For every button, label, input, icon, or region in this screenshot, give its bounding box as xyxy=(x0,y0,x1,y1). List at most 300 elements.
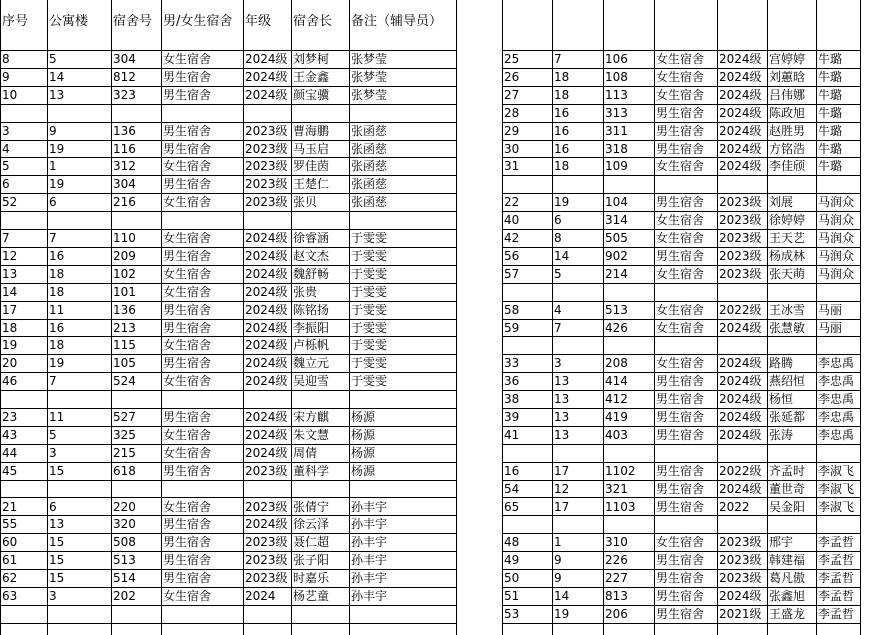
cell-counselor[interactable]: 杨源 xyxy=(351,445,376,460)
cell-grade[interactable]: 2023级 xyxy=(245,553,288,568)
cell-grade[interactable]: 2024级 xyxy=(245,248,288,263)
cell-id[interactable]: 31 xyxy=(504,159,520,174)
cell-leader[interactable]: 张涛 xyxy=(769,427,794,442)
cell-building[interactable]: 18 xyxy=(49,266,65,281)
cell-leader[interactable] xyxy=(767,445,816,463)
cell-type[interactable]: 女生宿舍 xyxy=(163,52,212,66)
cell-building[interactable]: 18 xyxy=(554,69,570,84)
cell-leader[interactable]: 徐婷婷 xyxy=(769,213,806,228)
cell-counselor[interactable]: 孙丰宇 xyxy=(351,571,388,586)
cell-id[interactable]: 42 xyxy=(504,231,520,245)
cell-leader[interactable]: 董科学 xyxy=(293,463,330,478)
cell-type[interactable] xyxy=(161,105,243,123)
cell-leader[interactable]: 张子阳 xyxy=(293,553,330,568)
cell-grade[interactable]: 2023级 xyxy=(719,195,762,210)
cell-grade[interactable]: 2024级 xyxy=(719,374,762,389)
cell-type[interactable] xyxy=(161,606,243,624)
cell-grade[interactable] xyxy=(717,284,767,302)
cell-id[interactable]: 28 xyxy=(504,105,520,120)
cell-room[interactable]: 323 xyxy=(113,87,136,102)
cell-type[interactable]: 男生宿舍 xyxy=(163,141,212,156)
cell-leader[interactable]: 徐睿涵 xyxy=(293,231,330,245)
cell-building[interactable]: 18 xyxy=(554,159,570,174)
cell-grade[interactable]: 2024级 xyxy=(719,320,762,335)
cell-grade[interactable]: 2024级 xyxy=(245,445,288,460)
cell-grade[interactable]: 2024级 xyxy=(719,392,762,407)
cell-counselor[interactable]: 于雯雯 xyxy=(351,248,388,263)
cell-building[interactable]: 19 xyxy=(49,177,65,192)
cell-counselor[interactable]: 于雯雯 xyxy=(351,284,388,299)
cell-type[interactable]: 女生宿舍 xyxy=(163,284,212,299)
cell-grade[interactable]: 2023级 xyxy=(719,535,762,550)
cell-leader[interactable]: 路腾 xyxy=(769,356,794,371)
cell-room[interactable]: 311 xyxy=(605,123,628,138)
cell-grade[interactable]: 2023级 xyxy=(719,248,762,263)
cell-leader[interactable]: 杨恒 xyxy=(769,392,794,407)
cell-type[interactable]: 男生宿舍 xyxy=(656,248,705,263)
cell-leader[interactable] xyxy=(291,391,349,409)
cell-type[interactable]: 男生宿舍 xyxy=(656,123,705,138)
cell-building[interactable]: 16 xyxy=(554,105,570,120)
cell-type[interactable]: 女生宿舍 xyxy=(163,231,212,245)
cell-type[interactable] xyxy=(161,212,243,230)
cell-grade[interactable]: 2024级 xyxy=(719,356,762,371)
cell-type[interactable] xyxy=(654,516,717,534)
cell-building[interactable]: 9 xyxy=(554,571,562,586)
cell-room[interactable]: 104 xyxy=(605,195,628,210)
cell-room[interactable]: 215 xyxy=(113,445,136,460)
cell-leader[interactable]: 刘蕙晗 xyxy=(769,69,806,84)
cell-id[interactable]: 18 xyxy=(2,320,18,335)
cell-building[interactable]: 5 xyxy=(49,52,57,66)
cell-counselor[interactable] xyxy=(349,212,456,230)
cell-grade[interactable] xyxy=(717,516,767,534)
header-leader[interactable]: 宿舍长 xyxy=(293,14,333,29)
cell-type[interactable]: 男生宿舍 xyxy=(656,463,705,478)
cell-leader[interactable]: 张慧敏 xyxy=(769,320,806,335)
cell-room[interactable]: 105 xyxy=(113,356,136,371)
cell-room[interactable]: 513 xyxy=(605,302,628,317)
cell-type[interactable]: 女生宿舍 xyxy=(656,87,705,102)
cell-room[interactable]: 213 xyxy=(113,320,136,335)
cell-type[interactable]: 男生宿舍 xyxy=(656,105,705,120)
cell-building[interactable]: 13 xyxy=(554,410,570,424)
cell-type[interactable]: 女生宿舍 xyxy=(656,213,705,228)
cell-room[interactable]: 304 xyxy=(113,177,136,192)
cell-leader[interactable]: 聂仁超 xyxy=(293,535,330,550)
cell-room[interactable]: 102 xyxy=(113,266,136,281)
cell-building[interactable]: 13 xyxy=(554,427,570,442)
cell-room[interactable] xyxy=(603,516,654,534)
cell-counselor[interactable]: 马润众 xyxy=(818,195,855,210)
cell-room[interactable]: 902 xyxy=(605,248,628,263)
cell-grade[interactable]: 2023级 xyxy=(245,177,288,192)
cell-type[interactable]: 男生宿舍 xyxy=(163,356,212,371)
cell-counselor[interactable]: 牛璐 xyxy=(818,52,843,66)
cell-leader[interactable] xyxy=(767,176,816,194)
cell-room[interactable] xyxy=(603,445,654,463)
cell-room[interactable]: 1102 xyxy=(605,463,636,478)
cell-counselor[interactable]: 马丽 xyxy=(818,320,843,335)
cell-id[interactable]: 29 xyxy=(504,123,520,138)
cell-grade[interactable]: 2024级 xyxy=(245,374,288,389)
cell-leader[interactable]: 韩建福 xyxy=(769,553,806,568)
cell-building[interactable]: 6 xyxy=(554,213,562,228)
cell-type[interactable]: 女生宿舍 xyxy=(656,302,705,317)
cell-building[interactable]: 15 xyxy=(49,535,65,550)
cell-room[interactable]: 513 xyxy=(113,553,136,568)
cell-building[interactable] xyxy=(47,481,111,499)
cell-id[interactable]: 58 xyxy=(504,302,520,317)
cell-counselor[interactable]: 张函慈 xyxy=(351,195,388,210)
cell-leader[interactable] xyxy=(291,105,349,123)
cell-building[interactable]: 16 xyxy=(49,320,65,335)
cell-building[interactable]: 18 xyxy=(49,284,65,299)
cell-grade[interactable]: 2023级 xyxy=(245,195,288,210)
cell-grade[interactable]: 2024 xyxy=(245,589,276,603)
cell-grade[interactable]: 2024级 xyxy=(245,52,288,66)
cell-type[interactable]: 男生宿舍 xyxy=(163,248,212,263)
cell-counselor[interactable]: 李忠禹 xyxy=(818,427,855,442)
cell-counselor[interactable]: 张梦莹 xyxy=(351,87,388,102)
cell-id[interactable]: 43 xyxy=(2,427,18,442)
cell-grade[interactable]: 2024级 xyxy=(719,52,762,66)
cell-building[interactable]: 18 xyxy=(554,87,570,102)
cell-grade[interactable]: 2024级 xyxy=(719,159,762,174)
cell-building[interactable]: 12 xyxy=(554,481,570,496)
cell-leader[interactable]: 陈铭扬 xyxy=(293,302,330,317)
cell-room[interactable]: 527 xyxy=(113,410,136,424)
cell-counselor[interactable]: 马润众 xyxy=(818,248,855,263)
cell-building[interactable]: 19 xyxy=(49,141,65,156)
cell-grade[interactable]: 2024级 xyxy=(719,141,762,156)
cell-type[interactable]: 女生宿舍 xyxy=(656,52,705,66)
cell-counselor[interactable]: 孙丰宇 xyxy=(351,589,388,603)
cell-building[interactable]: 7 xyxy=(49,231,57,245)
cell-building[interactable]: 15 xyxy=(49,571,65,586)
cell-id[interactable]: 4 xyxy=(2,141,10,156)
cell-room[interactable]: 313 xyxy=(605,105,628,120)
cell-counselor[interactable]: 李孟哲 xyxy=(818,589,855,603)
cell-grade[interactable]: 2023级 xyxy=(719,571,762,586)
cell-type[interactable]: 男生宿舍 xyxy=(656,481,705,496)
cell-grade[interactable]: 2024级 xyxy=(719,123,762,138)
cell-counselor[interactable]: 张函慈 xyxy=(351,177,388,192)
cell-id[interactable]: 7 xyxy=(2,231,10,245)
cell-id[interactable]: 5 xyxy=(2,159,10,174)
cell-room[interactable]: 216 xyxy=(113,195,136,210)
cell-type[interactable]: 女生宿舍 xyxy=(163,374,212,389)
header-building[interactable]: 公寓楼 xyxy=(49,14,89,29)
cell-id[interactable]: 57 xyxy=(504,266,520,281)
cell-building[interactable]: 19 xyxy=(49,356,65,371)
cell-building[interactable]: 13 xyxy=(554,374,570,389)
cell-id[interactable]: 3 xyxy=(2,123,10,138)
cell-id[interactable]: 12 xyxy=(2,248,18,263)
cell-grade[interactable]: 2023级 xyxy=(245,123,288,138)
header-type[interactable]: 男/女生宿舍 xyxy=(163,14,233,29)
cell-leader[interactable]: 吴迎雪 xyxy=(293,374,330,389)
cell-building[interactable]: 14 xyxy=(554,589,570,603)
cell-id[interactable] xyxy=(0,481,47,499)
cell-grade[interactable]: 2023级 xyxy=(719,266,762,281)
cell-type[interactable]: 女生宿舍 xyxy=(163,499,212,514)
cell-building[interactable]: 17 xyxy=(554,463,570,478)
cell-building[interactable]: 13 xyxy=(554,392,570,407)
cell-id[interactable]: 13 xyxy=(2,266,18,281)
cell-building[interactable]: 5 xyxy=(49,427,57,442)
cell-id[interactable]: 51 xyxy=(504,589,520,603)
cell-type[interactable]: 女生宿舍 xyxy=(656,159,705,174)
cell-type[interactable]: 男生宿舍 xyxy=(656,606,705,621)
cell-id[interactable]: 14 xyxy=(2,284,18,299)
cell-leader[interactable]: 魏舒畅 xyxy=(293,266,330,281)
cell-building[interactable]: 1 xyxy=(49,159,57,174)
cell-room[interactable]: 214 xyxy=(605,266,628,281)
cell-id[interactable]: 59 xyxy=(504,320,520,335)
cell-counselor[interactable] xyxy=(816,337,860,355)
cell-id[interactable]: 61 xyxy=(2,553,18,568)
cell-type[interactable]: 男生宿舍 xyxy=(656,553,705,568)
cell-leader[interactable]: 刘展 xyxy=(769,195,794,210)
cell-room[interactable]: 208 xyxy=(605,356,628,371)
cell-counselor[interactable] xyxy=(816,176,860,194)
cell-counselor[interactable]: 于雯雯 xyxy=(351,338,388,353)
cell-room[interactable]: 113 xyxy=(605,87,628,102)
cell-room[interactable]: 220 xyxy=(113,499,136,514)
cell-leader[interactable]: 杨艺童 xyxy=(293,589,330,603)
cell-building[interactable]: 5 xyxy=(554,266,562,281)
cell-counselor[interactable] xyxy=(349,391,456,409)
cell-counselor[interactable]: 张梦莹 xyxy=(351,52,388,66)
cell-room[interactable] xyxy=(111,391,161,409)
cell-counselor[interactable] xyxy=(349,105,456,123)
cell-building[interactable]: 7 xyxy=(554,52,562,66)
cell-type[interactable]: 女生宿舍 xyxy=(163,266,212,281)
cell-id[interactable]: 48 xyxy=(504,535,520,550)
cell-type[interactable] xyxy=(654,337,717,355)
cell-building[interactable]: 14 xyxy=(554,248,570,263)
cell-leader[interactable]: 张贵 xyxy=(293,284,318,299)
cell-grade[interactable] xyxy=(243,606,291,624)
cell-leader[interactable]: 董世奇 xyxy=(769,481,806,496)
cell-counselor[interactable]: 孙丰宇 xyxy=(351,553,388,568)
cell-type[interactable]: 男生宿舍 xyxy=(656,195,705,210)
cell-room[interactable]: 321 xyxy=(605,481,628,496)
cell-room[interactable]: 110 xyxy=(113,231,136,245)
cell-room[interactable]: 426 xyxy=(605,320,628,335)
cell-building[interactable] xyxy=(552,445,603,463)
cell-id[interactable]: 45 xyxy=(2,463,18,478)
cell-counselor[interactable]: 马润众 xyxy=(818,231,855,245)
cell-room[interactable]: 115 xyxy=(113,338,136,353)
cell-grade[interactable]: 2024级 xyxy=(245,266,288,281)
cell-counselor[interactable]: 牛璐 xyxy=(818,69,843,84)
cell-id[interactable]: 62 xyxy=(2,571,18,586)
cell-id[interactable]: 53 xyxy=(504,606,520,621)
cell-grade[interactable] xyxy=(243,481,291,499)
cell-room[interactable]: 101 xyxy=(113,284,136,299)
cell-id[interactable]: 50 xyxy=(504,571,520,586)
cell-id[interactable] xyxy=(502,445,552,463)
cell-leader[interactable] xyxy=(291,481,349,499)
cell-leader[interactable]: 张鑫旭 xyxy=(769,589,806,603)
cell-room[interactable]: 106 xyxy=(605,52,628,66)
cell-id[interactable] xyxy=(502,337,552,355)
cell-id[interactable] xyxy=(0,105,47,123)
cell-building[interactable] xyxy=(552,516,603,534)
cell-building[interactable]: 18 xyxy=(49,338,65,353)
cell-room[interactable]: 206 xyxy=(605,606,628,621)
cell-grade[interactable] xyxy=(243,212,291,230)
cell-building[interactable]: 7 xyxy=(49,374,57,389)
cell-grade[interactable]: 2022级 xyxy=(719,463,762,478)
cell-leader[interactable]: 颜宝骥 xyxy=(293,87,330,102)
cell-grade[interactable]: 2021级 xyxy=(719,606,762,621)
cell-leader[interactable] xyxy=(291,606,349,624)
cell-grade[interactable]: 2024级 xyxy=(719,481,762,496)
cell-type[interactable]: 男生宿舍 xyxy=(656,499,705,514)
cell-building[interactable]: 16 xyxy=(554,123,570,138)
cell-counselor[interactable]: 马润众 xyxy=(818,266,855,281)
cell-counselor[interactable] xyxy=(349,606,456,624)
cell-id[interactable]: 63 xyxy=(2,589,18,603)
cell-type[interactable]: 男生宿舍 xyxy=(163,517,212,532)
cell-id[interactable]: 26 xyxy=(504,69,520,84)
cell-type[interactable]: 女生宿舍 xyxy=(163,427,212,442)
cell-room[interactable] xyxy=(603,337,654,355)
cell-room[interactable]: 412 xyxy=(605,392,628,407)
cell-id[interactable]: 21 xyxy=(2,499,18,514)
cell-grade[interactable] xyxy=(243,105,291,123)
cell-room[interactable]: 812 xyxy=(113,69,136,84)
cell-leader[interactable]: 陈政旭 xyxy=(769,105,806,120)
cell-building[interactable]: 13 xyxy=(49,87,65,102)
cell-grade[interactable]: 2024级 xyxy=(245,356,288,371)
cell-grade[interactable]: 2023级 xyxy=(245,159,288,174)
cell-leader[interactable]: 王楚仁 xyxy=(293,177,330,192)
cell-grade[interactable]: 2023级 xyxy=(719,553,762,568)
cell-room[interactable]: 209 xyxy=(113,248,136,263)
cell-type[interactable] xyxy=(161,391,243,409)
cell-leader[interactable] xyxy=(767,337,816,355)
cell-building[interactable]: 16 xyxy=(49,248,65,263)
cell-type[interactable]: 男生宿舍 xyxy=(656,374,705,389)
cell-building[interactable]: 3 xyxy=(554,356,562,371)
cell-building[interactable] xyxy=(552,176,603,194)
cell-grade[interactable] xyxy=(717,337,767,355)
cell-building[interactable] xyxy=(47,105,111,123)
cell-id[interactable]: 23 xyxy=(2,410,18,424)
cell-counselor[interactable]: 牛璐 xyxy=(818,123,843,138)
cell-id[interactable]: 17 xyxy=(2,302,18,317)
cell-type[interactable]: 男生宿舍 xyxy=(163,69,212,84)
cell-counselor[interactable] xyxy=(349,481,456,499)
cell-counselor[interactable]: 李淑飞 xyxy=(818,463,855,478)
cell-type[interactable]: 男生宿舍 xyxy=(656,571,705,586)
cell-id[interactable]: 54 xyxy=(504,481,520,496)
cell-type[interactable]: 女生宿舍 xyxy=(163,159,212,174)
cell-counselor[interactable]: 李忠禹 xyxy=(818,392,855,407)
cell-counselor[interactable] xyxy=(816,445,860,463)
cell-grade[interactable]: 2024级 xyxy=(719,87,762,102)
cell-type[interactable]: 男生宿舍 xyxy=(163,553,212,568)
cell-id[interactable]: 30 xyxy=(504,141,520,156)
cell-id[interactable] xyxy=(0,391,47,409)
cell-leader[interactable]: 张贝 xyxy=(293,195,318,210)
cell-leader[interactable]: 王冰雪 xyxy=(769,302,806,317)
cell-building[interactable]: 11 xyxy=(49,410,65,424)
cell-leader[interactable]: 燕绍恒 xyxy=(769,374,806,389)
cell-counselor[interactable]: 李孟哲 xyxy=(818,553,855,568)
cell-room[interactable] xyxy=(603,284,654,302)
cell-building[interactable]: 3 xyxy=(49,445,57,460)
cell-type[interactable]: 女生宿舍 xyxy=(656,69,705,84)
cell-counselor[interactable]: 孙丰宇 xyxy=(351,517,388,532)
cell-type[interactable]: 女生宿舍 xyxy=(163,445,212,460)
cell-grade[interactable]: 2023级 xyxy=(245,499,288,514)
cell-building[interactable]: 8 xyxy=(554,231,562,245)
cell-room[interactable]: 312 xyxy=(113,159,136,174)
cell-room[interactable]: 136 xyxy=(113,302,136,317)
cell-building[interactable]: 9 xyxy=(554,553,562,568)
cell-grade[interactable]: 2024级 xyxy=(719,427,762,442)
cell-building[interactable]: 16 xyxy=(554,141,570,156)
cell-id[interactable]: 8 xyxy=(2,52,10,66)
cell-id[interactable]: 65 xyxy=(504,499,520,514)
cell-id[interactable]: 33 xyxy=(504,356,520,371)
cell-counselor[interactable]: 李孟哲 xyxy=(818,535,855,550)
cell-leader[interactable]: 马玉启 xyxy=(293,141,330,156)
cell-leader[interactable]: 吴金阳 xyxy=(769,499,806,514)
cell-counselor[interactable] xyxy=(816,284,860,302)
cell-counselor[interactable] xyxy=(816,516,860,534)
cell-grade[interactable]: 2023级 xyxy=(245,463,288,478)
cell-grade[interactable] xyxy=(717,445,767,463)
cell-grade[interactable]: 2024级 xyxy=(719,410,762,424)
cell-room[interactable] xyxy=(111,481,161,499)
cell-id[interactable]: 56 xyxy=(504,248,520,263)
cell-building[interactable]: 19 xyxy=(554,195,570,210)
cell-leader[interactable]: 吕伟娜 xyxy=(769,87,806,102)
cell-id[interactable] xyxy=(502,516,552,534)
cell-building[interactable]: 13 xyxy=(49,517,65,532)
cell-counselor[interactable]: 牛璐 xyxy=(818,159,843,174)
cell-id[interactable]: 40 xyxy=(504,213,520,228)
cell-type[interactable]: 女生宿舍 xyxy=(656,535,705,550)
cell-leader[interactable]: 曹海鹏 xyxy=(293,123,330,138)
cell-grade[interactable]: 2024级 xyxy=(719,589,762,603)
cell-leader[interactable]: 王盛龙 xyxy=(769,606,806,621)
cell-id[interactable] xyxy=(502,284,552,302)
cell-type[interactable]: 男生宿舍 xyxy=(163,302,212,317)
cell-room[interactable]: 524 xyxy=(113,374,136,389)
cell-grade[interactable]: 2024级 xyxy=(245,302,288,317)
cell-leader[interactable]: 张倩宁 xyxy=(293,499,330,514)
cell-id[interactable] xyxy=(0,606,47,624)
cell-counselor[interactable]: 李淑飞 xyxy=(818,499,855,514)
cell-room[interactable]: 314 xyxy=(605,213,628,228)
cell-type[interactable]: 男生宿舍 xyxy=(656,589,705,603)
cell-grade[interactable]: 2024级 xyxy=(245,87,288,102)
cell-counselor[interactable]: 孙丰宇 xyxy=(351,535,388,550)
cell-building[interactable]: 11 xyxy=(49,302,65,317)
cell-id[interactable]: 22 xyxy=(504,195,520,210)
cell-type[interactable]: 男生宿舍 xyxy=(163,177,212,192)
cell-building[interactable]: 9 xyxy=(49,123,57,138)
cell-leader[interactable]: 宋方麒 xyxy=(293,410,330,424)
cell-leader[interactable]: 李振阳 xyxy=(293,320,330,335)
